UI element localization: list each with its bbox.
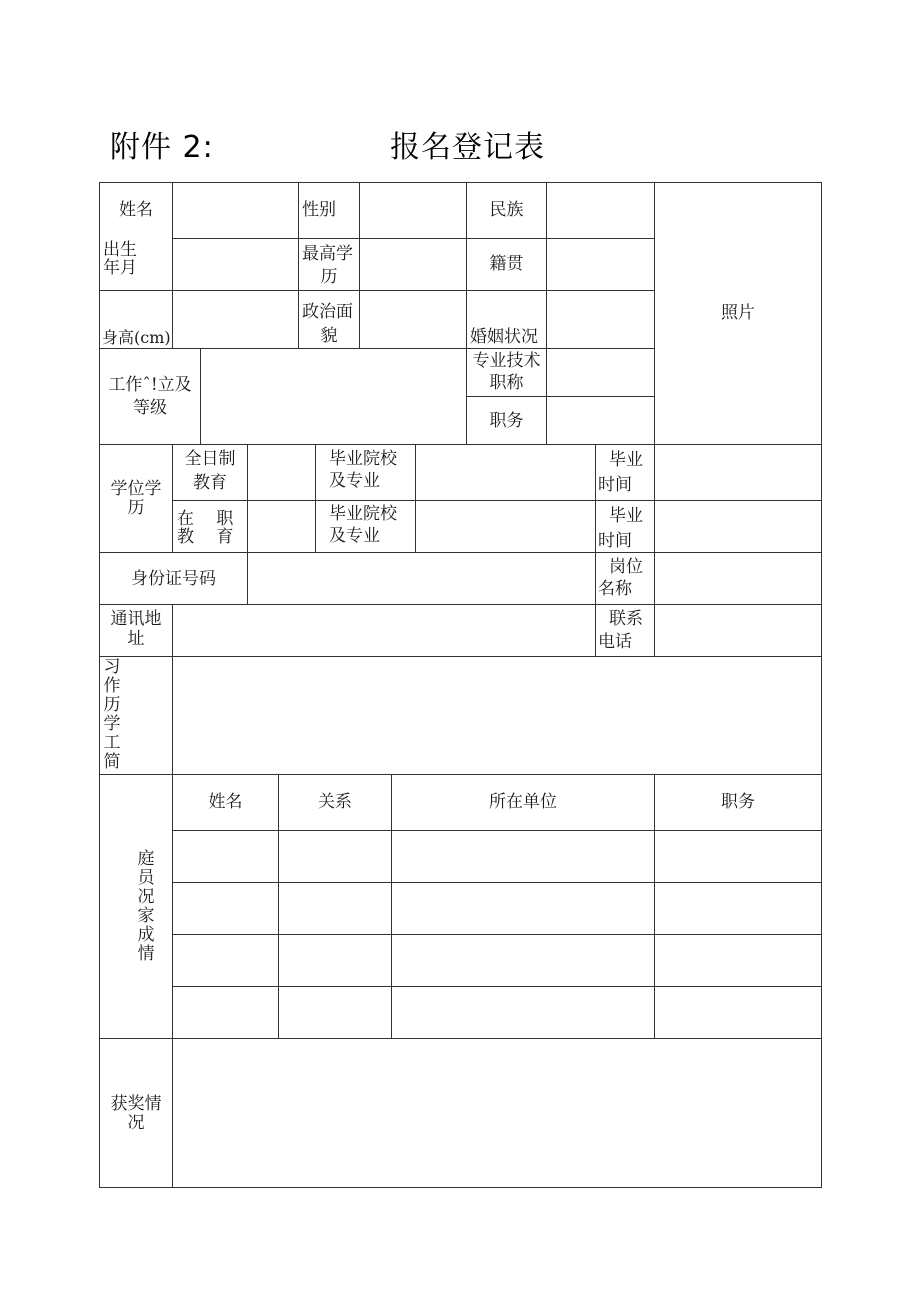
form-line (200, 348, 201, 444)
label-family (134, 850, 158, 964)
form-line (172, 830, 821, 831)
form-line (172, 656, 173, 774)
label-phone-line2: 电话 (598, 632, 632, 652)
label-school-line2: 及专业 (329, 471, 380, 491)
form-line (172, 238, 654, 239)
form-line (821, 182, 822, 1188)
form-line (172, 182, 173, 348)
label-degree-line1: 学位学 (110, 479, 162, 499)
label-birth-line1: 出生 (103, 240, 137, 260)
resume-char: 工 (103, 733, 121, 753)
form-line (99, 774, 821, 775)
label-address-line1: 通讯地 (110, 609, 162, 629)
label-work-line1: 工作ˆ!立及 (108, 375, 192, 395)
form-line (172, 882, 821, 883)
label-politics-line2: 貌 (320, 326, 338, 346)
form-line (595, 444, 596, 656)
form-line (99, 348, 654, 349)
label-title-line1: 专业技术 (472, 351, 541, 371)
family-char: 况 (137, 887, 155, 907)
label-awards-line1: 获奖情 (110, 1094, 162, 1114)
label-id-card: 身份证号码 (131, 569, 216, 589)
label-birth-line2: 年月 (103, 258, 137, 278)
label-politics-line1: 政治面 (302, 302, 353, 322)
label-address-line2: 址 (127, 629, 145, 649)
form-line (172, 500, 821, 501)
family-header-employer: 所在单位 (489, 792, 557, 812)
label-native-place: 籍贯 (489, 254, 524, 274)
resume-char: 简 (103, 752, 121, 772)
form-line (654, 444, 655, 656)
family-char: 庭 (137, 849, 155, 869)
family-char: 情 (137, 944, 155, 964)
label-grad-line2: 时间 (598, 531, 632, 551)
form-line (247, 444, 248, 604)
form-line (99, 604, 821, 605)
form-line (359, 182, 360, 348)
family-char: 员 (137, 868, 155, 888)
resume-char: 学 (103, 714, 121, 734)
form-line (99, 552, 821, 553)
label-title-line2: 职称 (489, 373, 524, 393)
label-edu-line2: 历 (320, 267, 338, 287)
form-line (466, 396, 654, 397)
label-school-line1: 毕业院校 (329, 449, 397, 469)
family-char: 成 (137, 925, 155, 945)
label-parttime-line1: 在 职 (177, 509, 234, 529)
form-line (546, 182, 547, 444)
label-school-line2: 及专业 (329, 526, 380, 546)
label-fulltime-line1: 全日制 (184, 449, 236, 469)
form-line (172, 934, 821, 935)
form-line (172, 1038, 173, 1187)
form-line (99, 1187, 821, 1188)
label-degree-line2: 历 (127, 498, 145, 518)
label-photo: 照片 (721, 303, 755, 323)
attachment-label: 附件 2: (110, 130, 214, 165)
form-line (99, 656, 821, 657)
form-line (99, 444, 821, 445)
label-marital: 婚姻状况 (470, 327, 538, 347)
form-line (99, 290, 654, 291)
label-ethnicity: 民族 (489, 200, 524, 220)
page-title: 报名登记表 (390, 130, 545, 165)
label-grad-line1: 毕业 (609, 506, 643, 526)
label-post-line1: 岗位 (609, 557, 643, 577)
label-school-line1: 毕业院校 (329, 504, 397, 524)
family-char: 家 (137, 906, 155, 926)
resume-char: 习 (103, 657, 121, 677)
label-parttime-line2: 教 育 (177, 527, 234, 547)
label-phone-line1: 联系 (609, 609, 643, 629)
form-line (315, 444, 316, 552)
resume-char: 历 (103, 695, 121, 715)
form-line (415, 444, 416, 552)
family-header-name: 姓名 (208, 792, 243, 812)
label-grad-line1: 毕业 (609, 450, 643, 470)
label-position: 职务 (489, 411, 524, 431)
form-line (298, 182, 299, 348)
label-name: 姓名 (119, 200, 153, 220)
label-awards-line2: 况 (127, 1113, 145, 1133)
label-height: 身高(cm) (102, 328, 171, 347)
family-header-relation: 关系 (318, 792, 352, 812)
form-line (99, 1038, 821, 1039)
form-line (172, 604, 173, 656)
label-work-line2: 等级 (133, 398, 167, 418)
label-resume (100, 658, 124, 772)
label-fulltime-line2: 教育 (193, 473, 227, 493)
resume-char: 作 (103, 676, 121, 696)
label-gender: 性别 (302, 200, 336, 220)
label-grad-line2: 时间 (598, 475, 632, 495)
label-edu-line1: 最高学 (302, 244, 353, 264)
family-header-position: 职务 (721, 792, 755, 812)
label-post-line2: 名称 (598, 579, 632, 599)
form-line (99, 182, 821, 183)
form-line (172, 986, 821, 987)
